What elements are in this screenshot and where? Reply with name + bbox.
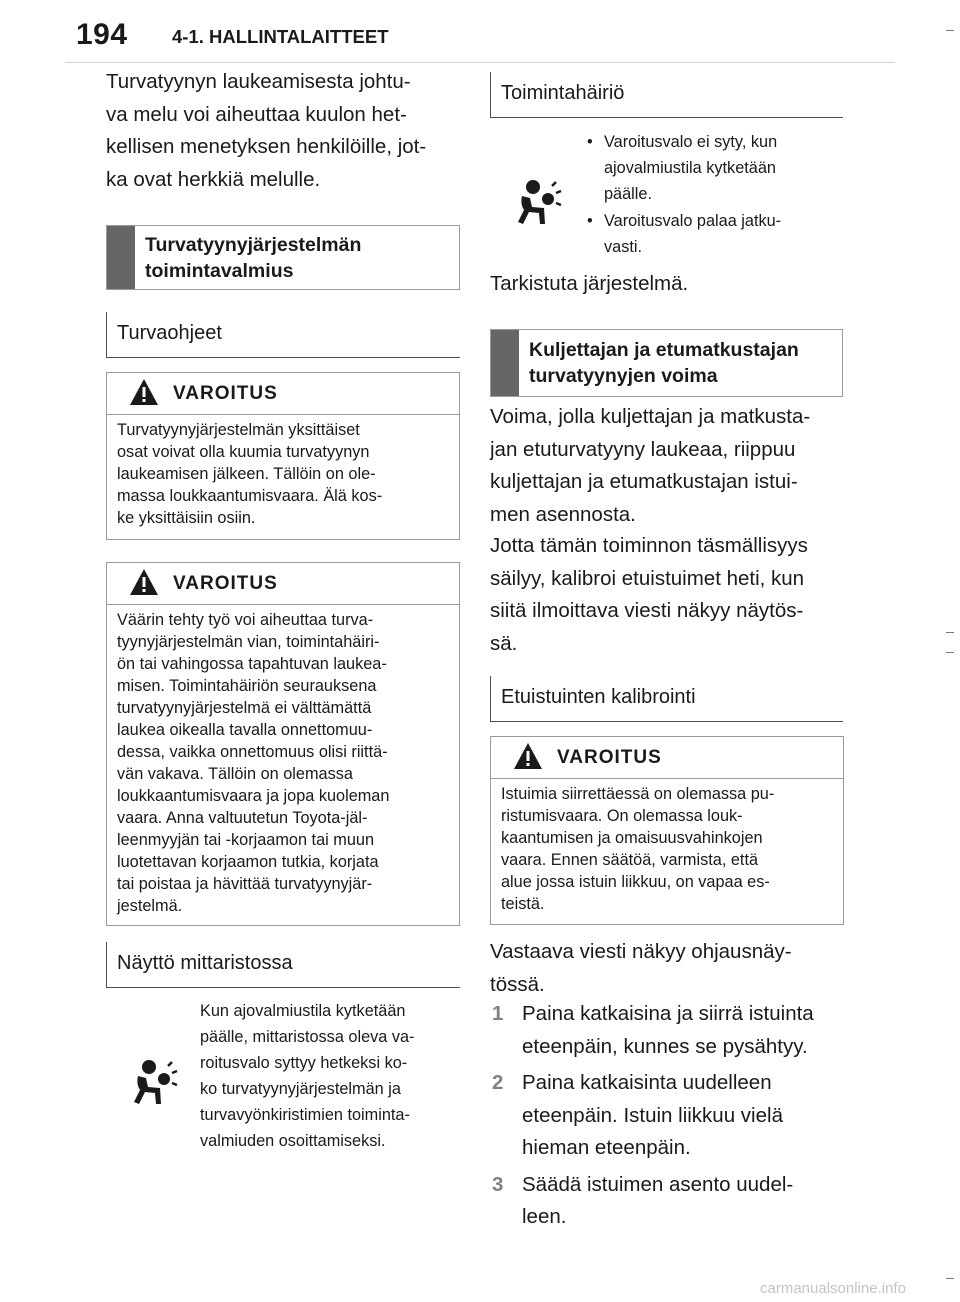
header-rule xyxy=(65,62,895,63)
subheading-etuistuinten-kalibrointi xyxy=(490,676,843,722)
section-heading: Turvatyynyjärjestelmän toimintavalmius xyxy=(145,233,362,282)
airbag-warning-light-icon xyxy=(512,178,562,226)
malfunction-list xyxy=(585,129,845,261)
subheading-turvaohjeet xyxy=(106,312,460,358)
warning-body: Turvatyynyjärjestelmän yksittäiset osat voivat olla kuumia turvatyynyn laukeamisen jälkeen. Tällöin on ole- massa loukkaantumisvaara. Älä kos- ke yksittäisiin osiin. xyxy=(117,421,383,527)
warning-triangle-icon xyxy=(513,742,543,770)
warning-header xyxy=(491,737,843,779)
calibration-paragraph: Jotta tämän toiminnon täsmällisyys säilyy, kalibroi etuistuimet heti, kun siitä ilmoittava viesti näkyy näytös- sä. xyxy=(490,534,808,655)
subheading-text: Turvaohjeet xyxy=(117,322,222,344)
warning-triangle-icon xyxy=(129,378,159,406)
step-number: 3 xyxy=(492,1172,504,1196)
crop-mark xyxy=(946,1278,954,1279)
subheading-rule xyxy=(107,987,460,988)
page-number: 194 xyxy=(76,18,128,51)
intro-paragraph xyxy=(106,66,466,196)
step-number: 1 xyxy=(492,1002,504,1025)
section-box-airbag-force xyxy=(490,329,843,397)
warning-box-improper-work xyxy=(106,562,460,926)
warning-body: Istuimia siirrettäessä on olemassa pu- ristumisvaara. On olemassa louk- kaantumisen ja omaisuusvahinkojen vaara. Ennen säätöä, varmista, että alue jossa istuin liikkuu, on vapaa es- teistä. xyxy=(501,785,775,913)
intro-line: ka ovat herkkiä melulle. xyxy=(106,167,321,191)
warning-title: VAROITUS xyxy=(173,383,278,404)
airbag-warning-light-icon xyxy=(128,1058,178,1106)
subheading-text: Näyttö mittaristossa xyxy=(117,952,293,974)
subheading-text: Toimintahäiriö xyxy=(501,82,625,104)
list-item: • Varoitusvalo palaa jatku- vasti. xyxy=(587,212,782,256)
warning-box-pinching xyxy=(490,736,844,925)
warning-title: VAROITUS xyxy=(173,573,278,594)
warning-header xyxy=(107,373,459,415)
subheading-naytto-mittaristossa xyxy=(106,942,460,988)
section-heading: Kuljettajan ja etumatkustajan turvatyynyjen voima xyxy=(529,339,799,387)
force-paragraph: Voima, jolla kuljettajan ja matkusta- jan etuturvatyyny laukeaa, riippuu kuljettajan ja etumatkustajan istui- men asennosta. xyxy=(490,405,811,526)
check-system-text: Tarkistuta järjestelmä. xyxy=(490,272,689,295)
step-item: 2 Paina katkaisinta uudelleen eteenpäin. Istuin liikkuu vielä hieman eteenpäin. xyxy=(492,1067,857,1165)
warning-box-hot-parts xyxy=(106,372,460,540)
subheading-toimintahairio xyxy=(490,72,843,118)
subheading-rule xyxy=(107,357,460,358)
intro-line: kellisen menetyksen henkilöille, jot- xyxy=(106,135,427,158)
warning-body: Väärin tehty työ voi aiheuttaa turva- tyynyjärjestelmän vian, toimintahäiri- ön tai vahingossa tapahtuvan laukea- misen. Toimintahäiriön seurauksena turvatyynyjärjestelmä ei välttämättä laukea oikealla tavalla onnettomuu- dessa, vaikka onnettomuus olisi riittä- vän vakava. Tällöin on olemassa loukkaantumisvaara ja jopa kuoleman vaara. Anna valtuutetun Toyota-jäl- leenmyyjän tai -korjaamon tai muun luotettavan korjaamon tutkia, korjata tai poistaa ja hävittää turvatyynyjär- jestelmä. xyxy=(117,611,390,915)
intro-line: Turvatyynyn laukeamisesta johtu- xyxy=(106,70,411,93)
watermark: carmanualsonline.info xyxy=(760,1280,906,1297)
warning-triangle-icon xyxy=(129,568,159,596)
section-title: 4-1. HALLINTALAITTEET xyxy=(172,26,389,47)
step-item: 3 Säädä istuimen asento uudel- leen. xyxy=(492,1169,857,1234)
warning-header xyxy=(107,563,459,605)
subheading-text: Etuistuinten kalibrointi xyxy=(501,686,696,708)
section-tab xyxy=(107,226,135,289)
crop-mark xyxy=(946,30,954,31)
section-box-airbag-readiness xyxy=(106,225,460,290)
warning-title: VAROITUS xyxy=(557,747,662,768)
step-number: 2 xyxy=(492,1071,504,1094)
message-paragraph: Vastaava viesti näkyy ohjausnäy- tössä. xyxy=(490,940,792,996)
subheading-rule xyxy=(491,721,843,722)
section-tab xyxy=(491,330,519,396)
calibration-steps xyxy=(492,998,857,1238)
step-item: 1 Paina katkaisina ja siirrä istuinta eteenpäin, kunnes se pysähtyy. xyxy=(492,998,857,1063)
subheading-rule xyxy=(491,117,843,118)
intro-line: va melu voi aiheuttaa kuulon het- xyxy=(106,102,407,126)
crop-mark xyxy=(946,652,954,653)
icon-description: Kun ajovalmiustila kytketään päälle, mittaristossa oleva va- roitusvalo syttyy hetkeksi ko- ko turvatyynyjärjestelmän ja turvavyönkiristimien toiminta- valmiuden osoittamiseksi. xyxy=(200,1002,415,1150)
crop-mark xyxy=(946,632,954,633)
list-item: • Varoitusvalo ei syty, kun ajovalmiustila kytketään päälle. xyxy=(587,133,778,203)
